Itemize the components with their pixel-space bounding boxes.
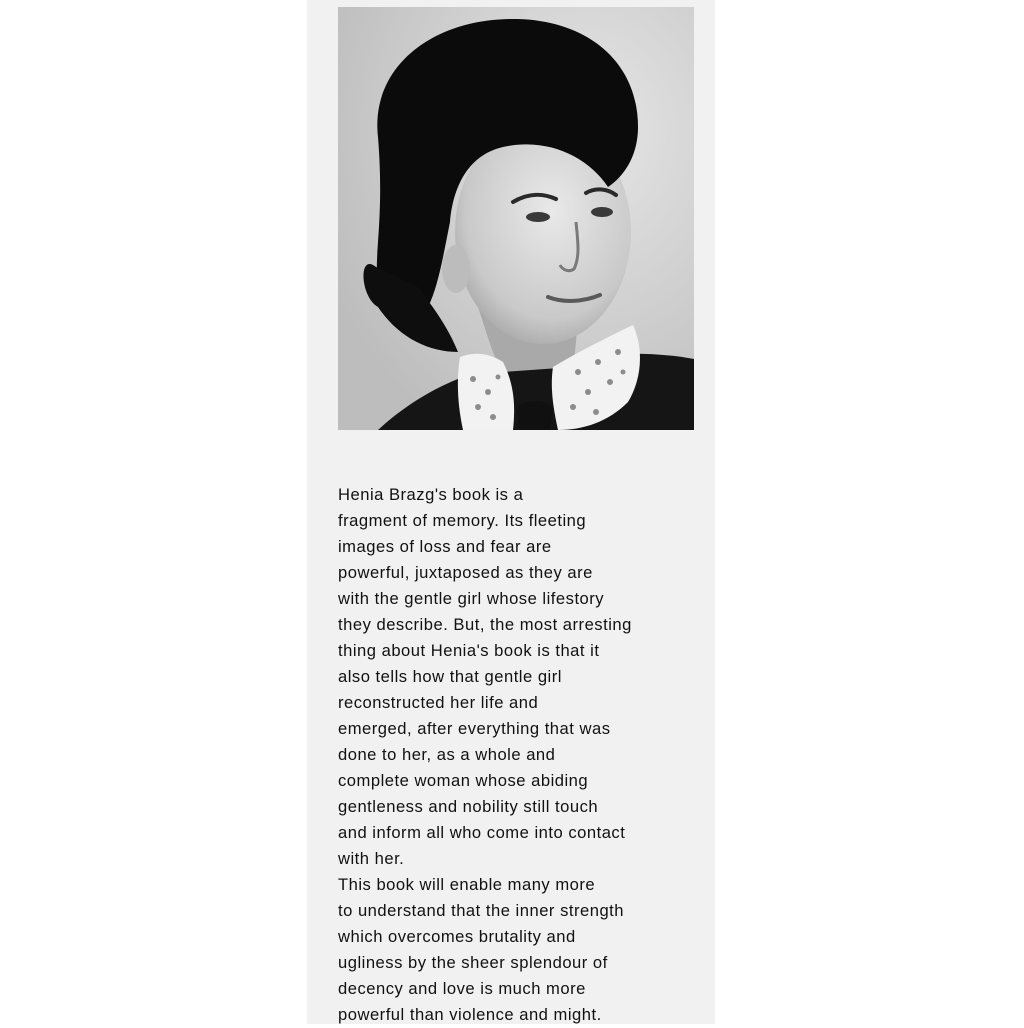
- author-portrait-photo: [338, 7, 694, 430]
- blurb-line: powerful than violence and might.: [338, 1005, 602, 1024]
- blurb-line: also tells how that gentle girl: [338, 667, 562, 686]
- blurb-line: complete woman whose abiding: [338, 771, 589, 790]
- blurb-line: to understand that the inner strength: [338, 901, 625, 920]
- blurb-line: gentleness and nobility still touch: [338, 797, 599, 816]
- blurb-line: reconstructed her life and: [338, 693, 539, 712]
- blurb-line: with the gentle girl whose lifestory: [338, 589, 605, 608]
- blurb-line: powerful, juxtaposed as they are: [338, 563, 593, 582]
- blurb-line: images of loss and fear are: [338, 537, 552, 556]
- blurb-line: and inform all who come into contact: [338, 823, 626, 842]
- blurb-line: thing about Henia's book is that it: [338, 641, 600, 660]
- blurb-line: which overcomes brutality and: [338, 927, 576, 946]
- blurb-line: with her.: [338, 849, 405, 868]
- blurb-line: emerged, after everything that was: [338, 719, 611, 738]
- blurb-line: Henia Brazg's book is a: [338, 485, 524, 504]
- blurb-line: decency and love is much more: [338, 979, 586, 998]
- blurb-line: ugliness by the sheer splendour of: [338, 953, 608, 972]
- blurb-line: fragment of memory. Its fleeting: [338, 511, 587, 530]
- blurb-line: done to her, as a whole and: [338, 745, 556, 764]
- blurb-line: they describe. But, the most arresting: [338, 615, 632, 634]
- author-blurb: [338, 482, 708, 1028]
- portrait-illustration: [338, 7, 694, 430]
- blurb-line: This book will enable many more: [338, 875, 596, 894]
